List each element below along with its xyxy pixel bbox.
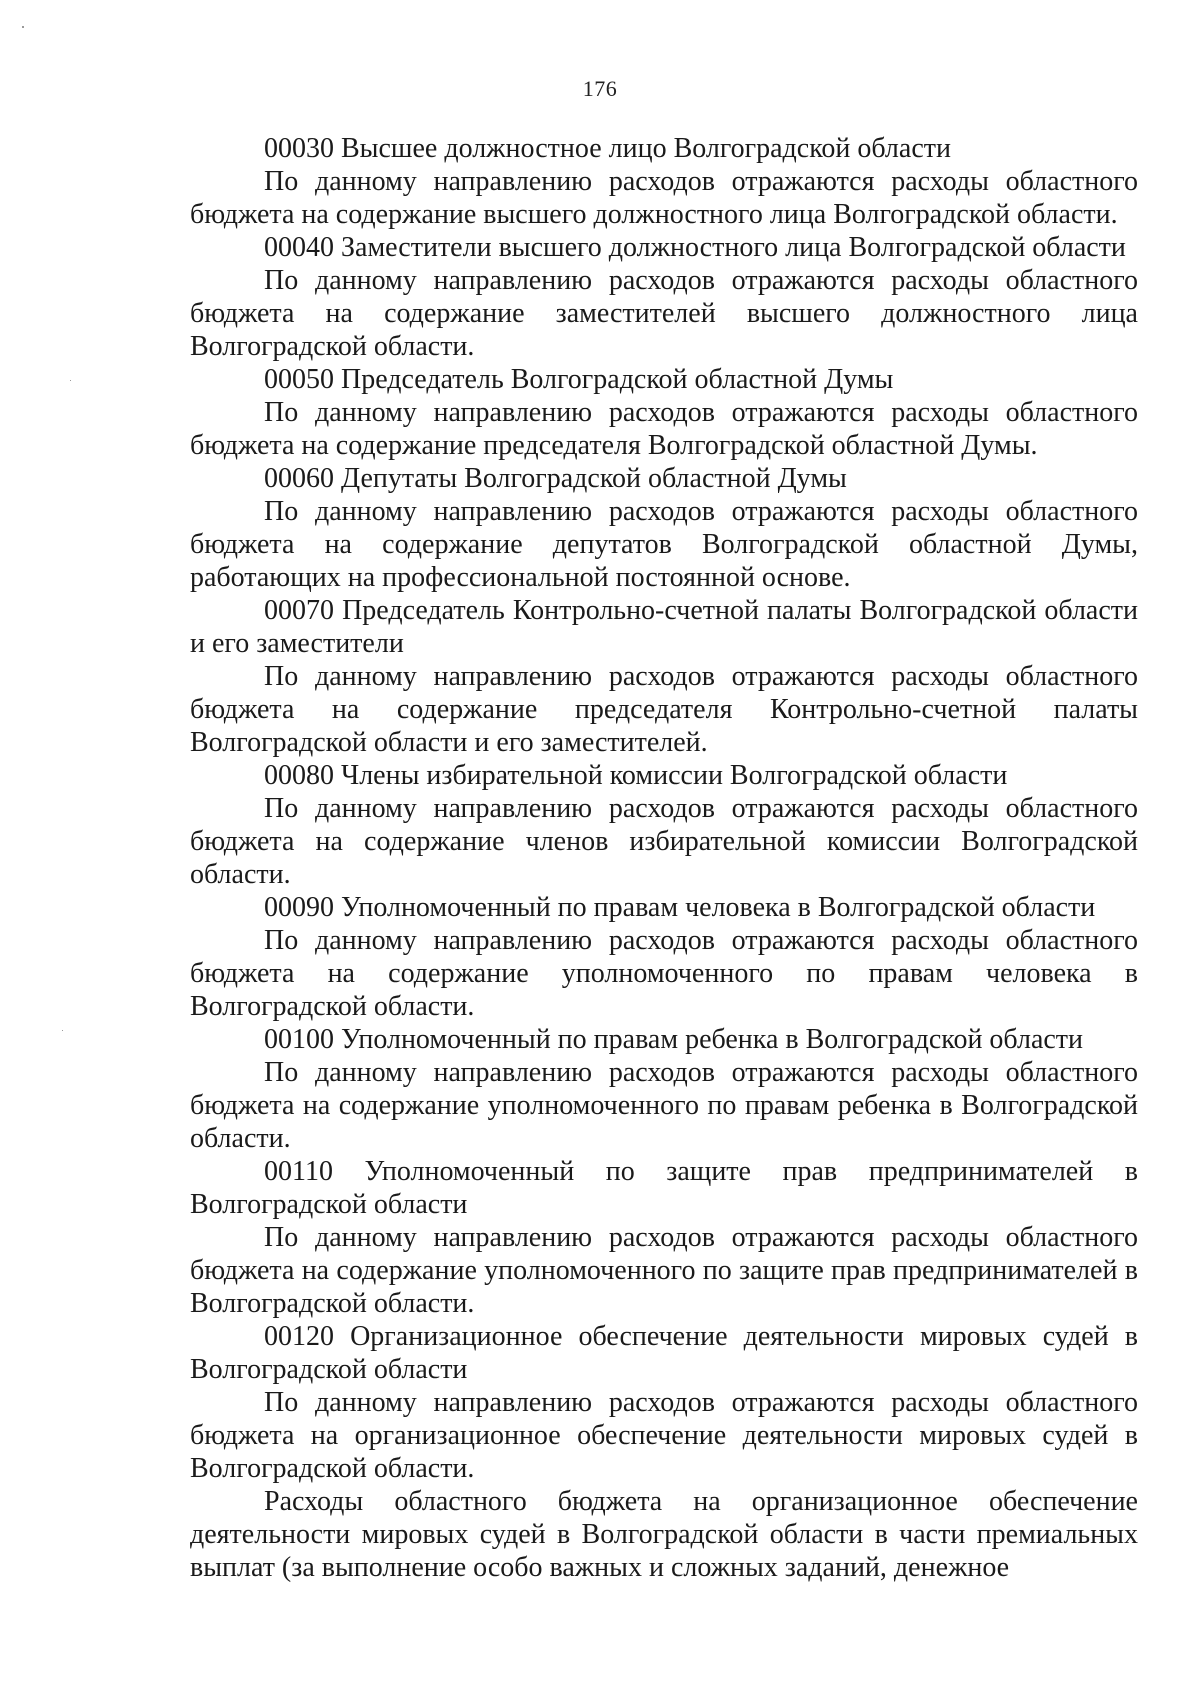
- expense-code-heading: 00070 Председатель Контрольно-счетной палаты Волгоградской области и его заместители: [190, 595, 1138, 659]
- expense-description-continued: Расходы областного бюджета на организационное обеспечение деятельности мировых судей в Волгоградской области в части премиальных выплат (за выполнение особо важных и сложных заданий, денежное: [190, 1486, 1138, 1583]
- expense-description: По данному направлению расходов отражаются расходы областного бюджета на содержание председателя Волгоградской областной Думы.: [190, 397, 1138, 461]
- expense-description: По данному направлению расходов отражаются расходы областного бюджета на организационное обеспечение деятельности мировых судей в Волгоградской области.: [190, 1387, 1138, 1484]
- expense-code-heading: 00030 Высшее должностное лицо Волгоградской области: [264, 133, 951, 164]
- scan-speck: [62, 1030, 63, 1031]
- expense-description: По данному направлению расходов отражаются расходы областного бюджета на содержание членов избирательной комиссии Волгоградской области.: [190, 793, 1138, 890]
- expense-code-heading: 00050 Председатель Волгоградской областной Думы: [264, 364, 894, 395]
- expense-code-heading: 00090 Уполномоченный по правам человека в Волгоградской области: [264, 892, 1096, 923]
- expense-code-heading: 00080 Члены избирательной комиссии Волгоградской области: [264, 760, 1008, 791]
- expense-code-heading: 00100 Уполномоченный по правам ребенка в Волгоградской области: [264, 1024, 1084, 1055]
- expense-description: По данному направлению расходов отражаются расходы областного бюджета на содержание уполномоченного по правам ребенка в Волгоградской области.: [190, 1057, 1138, 1154]
- expense-description: По данному направлению расходов отражаются расходы областного бюджета на содержание председателя Контрольно-счетной палаты Волгоградской области и его заместителей.: [190, 661, 1138, 758]
- scan-speck: [22, 26, 24, 28]
- expense-description: По данному направлению расходов отражаются расходы областного бюджета на содержание уполномоченного по правам человека в Волгоградской области.: [190, 925, 1138, 1022]
- expense-description: По данному направлению расходов отражаются расходы областного бюджета на содержание заместителей высшего должностного лица Волгоградской области.: [190, 265, 1138, 362]
- expense-code-heading: 00110 Уполномоченный по защите прав предпринимателей в Волгоградской области: [190, 1156, 1138, 1220]
- document-body: [190, 132, 1138, 1584]
- expense-description: По данному направлению расходов отражаются расходы областного бюджета на содержание депутатов Волгоградской областной Думы, работающих на профессиональной постоянной основе.: [190, 496, 1138, 593]
- expense-code-heading: 00040 Заместители высшего должностного лица Волгоградской области: [264, 232, 1126, 263]
- expense-code-heading: 00060 Депутаты Волгоградской областной Думы: [264, 463, 847, 494]
- scan-speck: [70, 380, 71, 381]
- expense-description: По данному направлению расходов отражаются расходы областного бюджета на содержание уполномоченного по защите прав предпринимателей в Волгоградской области.: [190, 1222, 1138, 1319]
- expense-description: По данному направлению расходов отражаются расходы областного бюджета на содержание высшего должностного лица Волгоградской области.: [190, 166, 1138, 230]
- expense-code-heading: 00120 Организационное обеспечение деятельности мировых судей в Волгоградской области: [190, 1321, 1138, 1385]
- page-number: 176: [582, 76, 618, 101]
